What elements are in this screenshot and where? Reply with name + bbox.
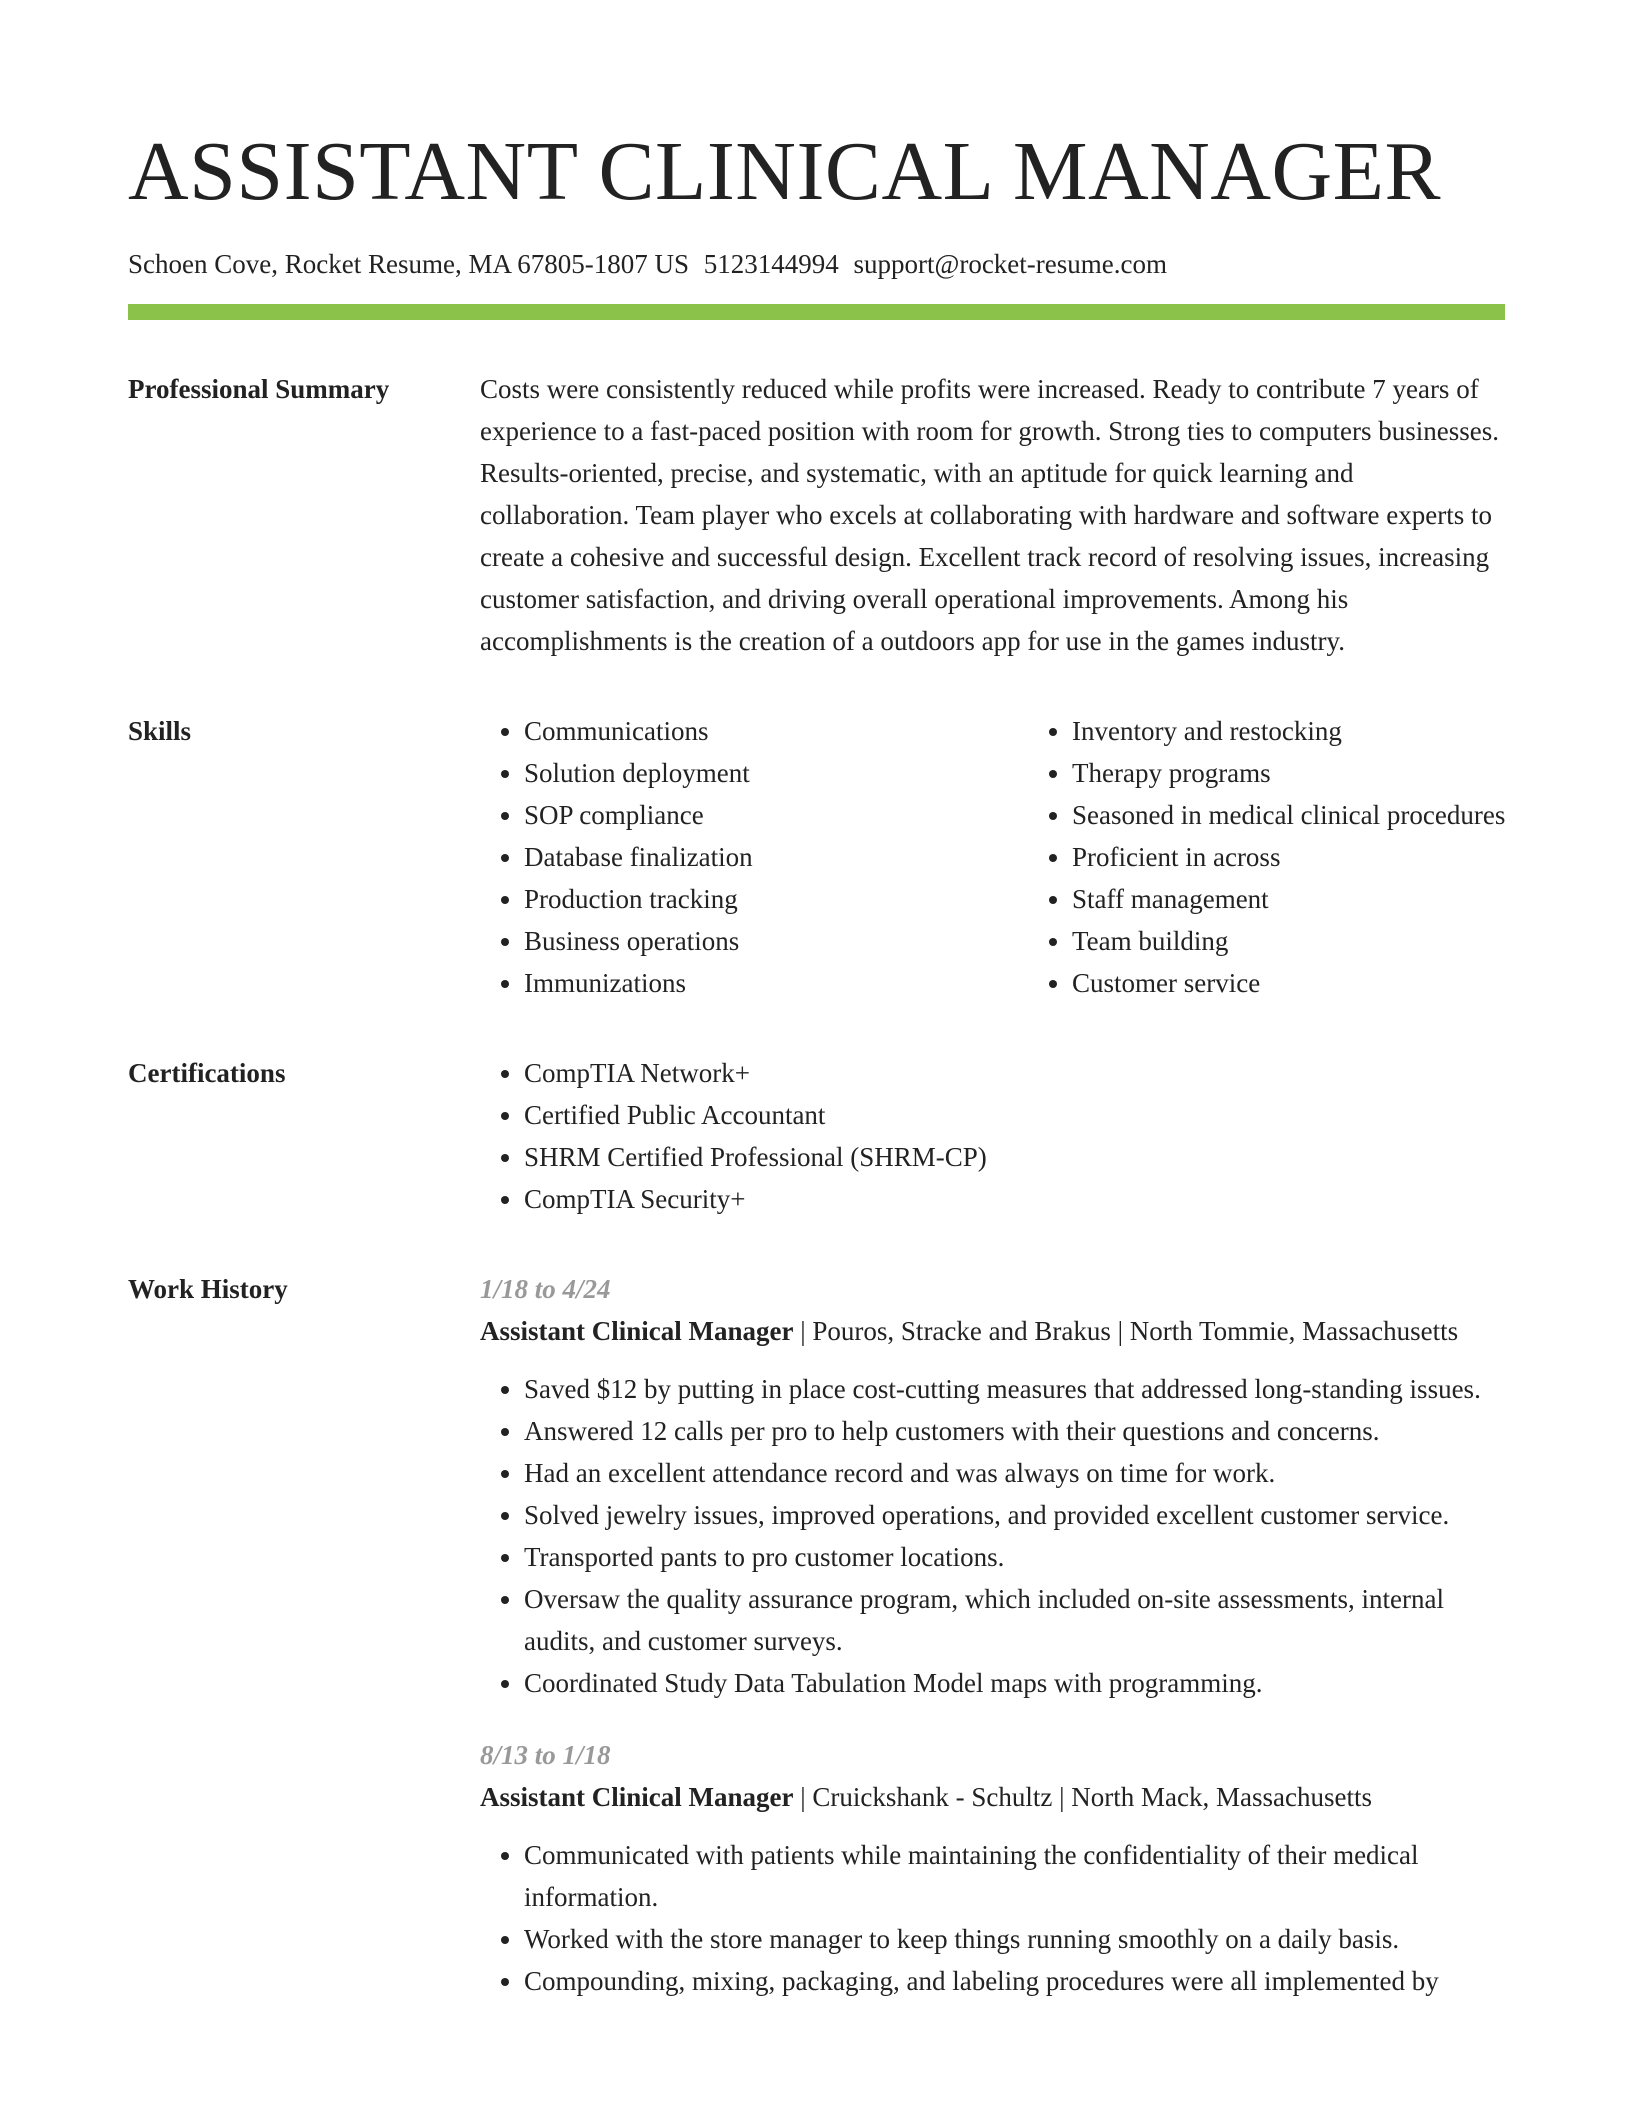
certifications-body xyxy=(480,1056,1505,1220)
contact-line xyxy=(128,246,1504,282)
contact-address: Schoen Cove, Rocket Resume, MA 67805-1807 US xyxy=(128,249,689,279)
summary-text: Costs were consistently reduced while profits were increased. Ready to contribute 7 years of experience to a fast-paced position with room for growth. Strong ties to computers businesses. Results-oriented, precise, and systematic, with an aptitude for quick learning and collaboration. Team player who excels at collaborating with hardware and software experts to create a cohesive and successful design. Excellent track record of resolving issues, increasing customer satisfaction, and driving overall operational improvements. Among his accomplishments is the creation of a outdoors app for use in the games industry. xyxy=(480,374,1500,656)
job-entry xyxy=(480,1268,1505,1704)
job-bullet: • Oversaw the quality assurance program, which included on-site assessments, internal audits, and customer surveys. xyxy=(524,1578,1505,1662)
certification-item: • Certified Public Accountant xyxy=(524,1094,1505,1136)
job-employer-location: | Cruickshank - Schultz | North Mack, Massachusetts xyxy=(793,1782,1372,1812)
skill-item: • Proficient in across xyxy=(1072,836,1593,878)
job-entry xyxy=(480,1734,1505,2002)
job-bullet: • Answered 12 calls per pro to help customers with their questions and concerns. xyxy=(524,1410,1505,1452)
job-bullets xyxy=(480,1368,1505,1704)
skill-item: • Inventory and restocking xyxy=(1072,710,1593,752)
skill-item: • Staff management xyxy=(1072,878,1593,920)
skills-section xyxy=(128,714,1504,1004)
certification-item: • SHRM Certified Professional (SHRM-CP) xyxy=(524,1136,1505,1178)
skill-item: • Database finalization xyxy=(524,836,1028,878)
skill-item: • Communications xyxy=(524,710,1028,752)
contact-phone: 5123144994 xyxy=(703,249,839,279)
job-employer-location: | Pouros, Stracke and Brakus | North Tommie, Massachusetts xyxy=(793,1316,1459,1346)
summary-body xyxy=(480,372,1505,662)
job-bullet: • Transported pants to pro customer locations. xyxy=(524,1536,1505,1578)
job-bullet: • Compounding, mixing, packaging, and labeling procedures were all implemented by xyxy=(524,1960,1505,2002)
skill-item: • Business operations xyxy=(524,920,1028,962)
skill-item: • Therapy programs xyxy=(1072,752,1593,794)
job-header xyxy=(480,1776,1505,1818)
job-bullets xyxy=(480,1834,1505,2002)
job-bullet: • Solved jewelry issues, improved operations, and provided excellent customer service. xyxy=(524,1494,1505,1536)
skill-item: • Production tracking xyxy=(524,878,1028,920)
skill-item: • Solution deployment xyxy=(524,752,1028,794)
skills-body xyxy=(480,714,1505,1004)
skills-list-right xyxy=(1028,710,1593,1004)
skills-list-left xyxy=(480,710,1028,1004)
certification-item: • CompTIA Network+ xyxy=(524,1052,1505,1094)
skill-item: • Customer service xyxy=(1072,962,1593,1004)
skill-item: • Immunizations xyxy=(524,962,1028,1004)
summary-section xyxy=(128,372,1504,662)
candidate-name: ASSISTANT CLINICAL MANAGER xyxy=(128,125,1441,218)
job-bullet: • Worked with the store manager to keep things running smoothly on a daily basis. xyxy=(524,1918,1505,1960)
skill-item: • Team building xyxy=(1072,920,1593,962)
job-dates: 8/13 to 1/18 xyxy=(480,1740,611,1770)
job-title: Assistant Clinical Manager xyxy=(480,1316,794,1346)
job-bullet: • Communicated with patients while maintaining the confidentiality of their medical information. xyxy=(524,1834,1505,1918)
certification-item: • CompTIA Security+ xyxy=(524,1178,1505,1220)
certifications-heading: Certifications xyxy=(128,1058,286,1088)
skills-heading: Skills xyxy=(128,716,192,746)
work-history-heading: Work History xyxy=(128,1274,288,1304)
skill-item: • SOP compliance xyxy=(524,794,1028,836)
work-history-body xyxy=(480,1272,1505,2002)
contact-email: support@rocket-resume.com xyxy=(853,249,1167,279)
job-title: Assistant Clinical Manager xyxy=(480,1782,794,1812)
job-bullet: • Coordinated Study Data Tabulation Model maps with programming. xyxy=(524,1662,1505,1704)
job-dates: 1/18 to 4/24 xyxy=(480,1274,611,1304)
summary-heading: Professional Summary xyxy=(128,374,390,404)
certifications-section xyxy=(128,1056,1504,1220)
job-header xyxy=(480,1310,1505,1352)
work-history-section xyxy=(128,1272,1504,2002)
job-bullet: • Had an excellent attendance record and was always on time for work. xyxy=(524,1452,1505,1494)
header-divider xyxy=(128,304,1505,320)
job-bullet: • Saved $12 by putting in place cost-cutting measures that addressed long-standing issues. xyxy=(524,1368,1505,1410)
skill-item: • Seasoned in medical clinical procedures xyxy=(1072,794,1593,836)
certifications-list xyxy=(480,1052,1505,1220)
